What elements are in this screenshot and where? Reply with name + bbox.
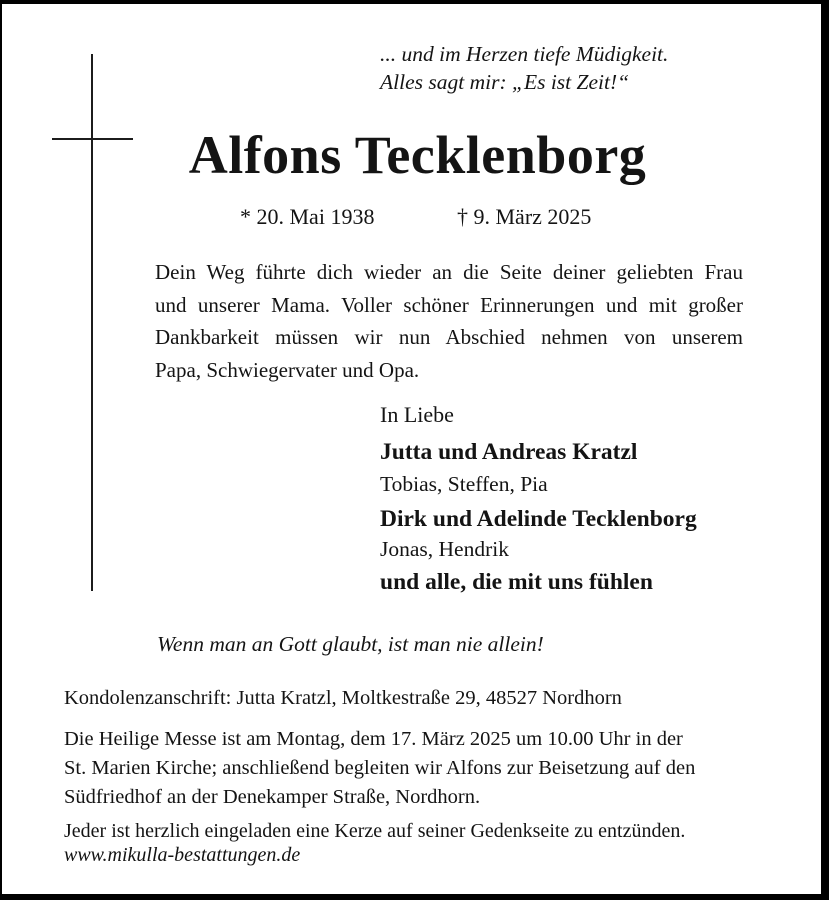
mourners-intro: In Liebe [380, 402, 454, 427]
candle-invitation: Jeder ist herzlich eingeladen eine Kerze auf seiner Gedenkseite zu entzünden. [64, 820, 686, 842]
faith-quote: Wenn man an Gott glaubt, ist man nie allein! [157, 632, 544, 656]
service-line: Die Heilige Messe ist am Montag, dem 17. März 2025 um 10.00 Uhr in der [64, 728, 683, 750]
mourner-names: Jutta und Andreas Kratzl [380, 439, 638, 465]
service-info [64, 725, 695, 812]
obituary-line: und unserer Mama. Voller schöner Erinnerungen und mit großer [155, 292, 743, 317]
mourner-names: Dirk und Adelinde Tecklenborg [380, 506, 697, 532]
epigraph [380, 40, 668, 96]
obituary-paragraph [155, 256, 743, 386]
birth-date: * 20. Mai 1938 [240, 204, 375, 229]
mourner-children: Jonas, Hendrik [380, 537, 509, 561]
death-date: † 9. März 2025 [457, 204, 592, 229]
condolence-address: Kondolenzanschrift: Jutta Kratzl, Moltkestraße 29, 48527 Nordhorn [64, 687, 622, 709]
obituary-line: Dankbarkeit müssen wir nun Abschied nehmen von unserem [155, 325, 743, 349]
obituary-line: Dein Weg führte dich wieder an die Seite deiner geliebten Frau [155, 260, 743, 284]
deceased-name: Alfons Tecklenborg [188, 125, 647, 185]
service-line: St. Marien Kirche; anschließend begleiten wir Alfons zur Beisetzung auf den [64, 757, 696, 779]
funeral-home-website: www.mikulla-bestattungen.de [64, 844, 301, 866]
epigraph-line-2: Alles sagt mir: „Es ist Zeit!“ [380, 70, 630, 94]
obituary-line: Papa, Schwiegervater und Opa. [155, 357, 420, 382]
epigraph-line-1: ... und im Herzen tiefe Müdigkeit. [380, 42, 669, 66]
mourner-children: Tobias, Steffen, Pia [380, 472, 548, 496]
service-line: Südfriedhof an der Denekamper Straße, Nordhorn. [64, 786, 481, 808]
mourner-names: und alle, die mit uns fühlen [380, 569, 653, 595]
